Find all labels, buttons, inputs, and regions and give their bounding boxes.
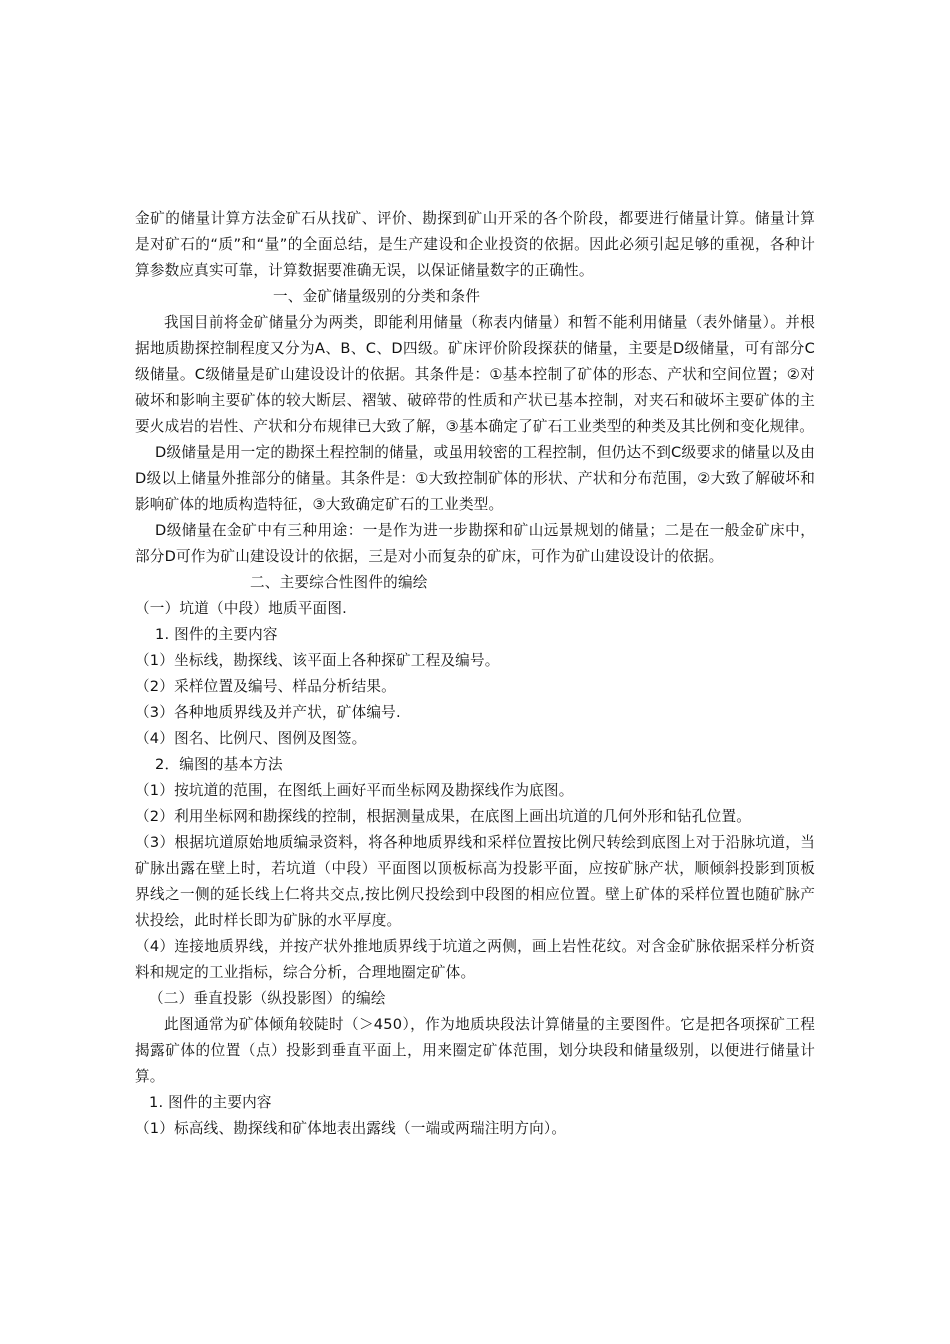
list-item: （3）各种地质界线及并产状，矿体编号. [135,704,401,721]
subsection-heading-2: （二）垂直投影（纵投影图）的编绘 [149,990,386,1007]
item-heading-content-2: 1. 图件的主要内容 [149,1094,272,1111]
list-item: （4）图名、比例尺、图例及图签。 [135,730,367,747]
subsection-heading-1: （一）坑道（中段）地质平面图. [135,600,347,617]
item-heading-content: 1. 图件的主要内容 [155,626,278,643]
item-heading-method: 2．编图的基本方法 [155,756,283,773]
list-item: （2）利用坐标网和勘探线的控制，根据测量成果，在底图上画出坑道的几何外形和钻孔位置。 [135,808,752,825]
paragraph-d-uses: D级储量在金矿中有三种用途：一是作为进一步勘探和矿山远景规划的储量；二是在一般金矿床中，部分D可作为矿山建设设计的依据，三是对小而复杂的矿床，可作为矿山建设设计的依据。 [135,522,815,565]
document-body [135,206,815,1142]
section-heading-1: 一、金矿储量级别的分类和条件 [273,288,481,305]
list-item: （4）连接地质界线，并按产状外推地质界线于坑道之两侧，画上岩性花纹。对含金矿脉依据采样分析资料和规定的工业指标，综合分析，合理地圈定矿体。 [135,938,815,981]
list-item: （1）标高线、勘探线和矿体地表出露线（一端或两瑞注明方向）。 [135,1120,567,1137]
list-item: （3）根据坑道原始地质编录资料，将各种地质界线和采样位置按比例尺转绘到底图上对于沿脉坑道，当矿脉出露在壁上时，若坑道（中段）平面图以顶板标高为投影平面，应按矿脉产状，顺倾斜投影到顶板界线之一侧的延长线上仁将共交点,按比例尺投绘到中段图的相应位置。壁上矿体的采样位置也随矿脉产状投绘，此时样长即为矿脉的水平厚度。 [135,834,815,929]
section-heading-2: 二、主要综合性图件的编绘 [250,574,428,591]
list-item: （2）采样位置及编号、样品分析结果。 [135,678,396,695]
paragraph-reserve-classes: 我国目前将金矿储量分为两类，即能利用储量（称表内储量）和暂不能利用储量（表外储量）。并根据地质勘探控制程度又分为A、B、C、D四级。矿床评价阶段探获的储量，主要是D级储量，可有部分C级储量。C级储量是矿山建设设计的依据。其条件是：①基本控制了矿体的形态、产状和空间位置；②对破坏和影响主要矿体的较大断层、褶皱、破碎带的性质和产状已基本控制，对夹石和破坏主要矿体的主要火成岩的岩性、产状和分布规律已大致了解，③基本确定了矿石工业类型的种类及其比例和变化规律。 [135,314,815,435]
list-item: （1）按坑道的范围，在图纸上画好平而坐标网及勘探线作为底图。 [135,782,574,799]
intro-paragraph: 金矿的储量计算方法金矿石从找矿、评价、勘探到矿山开采的各个阶段，都要进行储量计算。储量计算是对矿石的“质”和“量”的全面总结，是生产建设和企业投资的依据。因此必须引起足够的重视，各种计算参数应真实可靠，计算数据要准确无误，以保证储量数字的正确性。 [135,210,815,279]
paragraph-vertical-projection: 此图通常为矿体倾角较陡时（＞450），作为地质块段法计算储量的主要图件。它是把各项探矿工程揭露矿体的位置（点）投影到垂直平面上，用来圈定矿体范围，划分块段和储量级别，以便进行储量计算。 [135,1016,815,1085]
list-item: （1）坐标线，勘探线、该平面上各种探矿工程及编号。 [135,652,500,669]
paragraph-d-level: D级储量是用一定的勘探土程控制的储量，或虽用较密的工程控制，但仍达不到C级要求的储量以及由D级以上储量外推部分的储量。其条件是：①大致控制矿体的形状、产状和分布范围，②大致了解破坏和影响矿体的地质构造特征，③大致确定矿石的工业类型。 [135,444,815,513]
